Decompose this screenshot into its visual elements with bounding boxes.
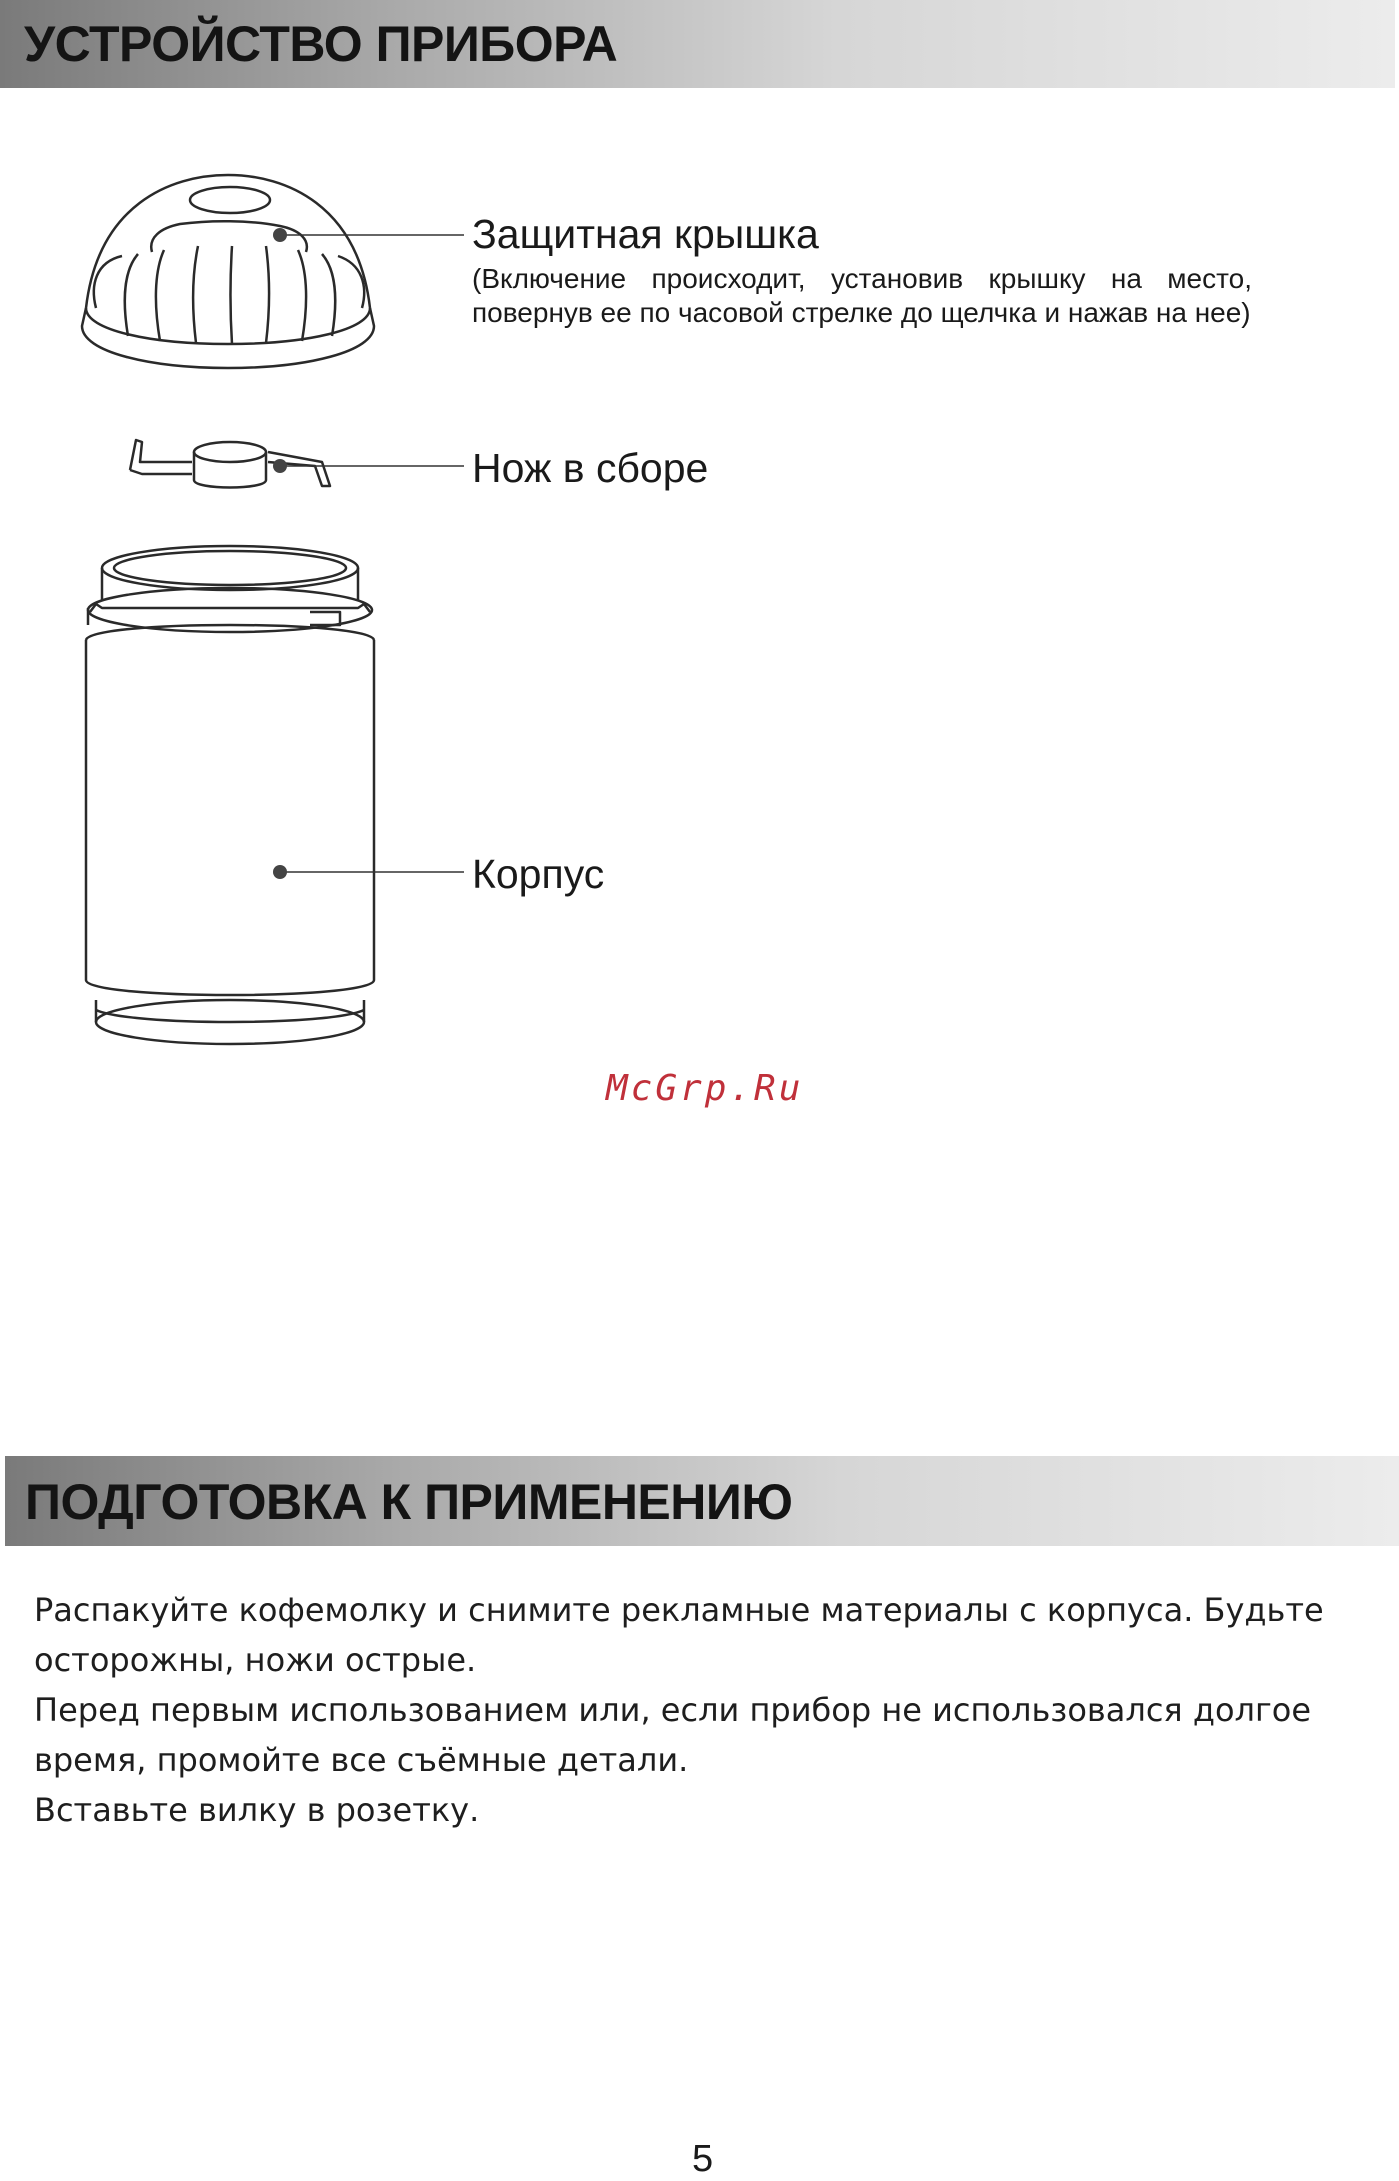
preparation-paragraph-3: Вставьте вилку в розетку. <box>34 1791 480 1829</box>
preparation-text <box>34 1585 1364 1835</box>
knife-illustration <box>130 440 330 488</box>
section-title-device: УСТРОЙСТВО ПРИБОРА <box>24 16 618 72</box>
lid-note: (Включение происходит, установив крышку на место, повернув ее по часовой стрелке до щелчка и нажав на нее) <box>472 263 1252 328</box>
lid-label: Защитная крышка <box>472 211 819 257</box>
lid-illustration <box>82 175 374 368</box>
section-header-preparation <box>5 1456 1399 1546</box>
watermark: McGrp.Ru <box>606 1068 804 1109</box>
body-label: Корпус <box>472 851 605 897</box>
section-title-preparation: ПОДГОТОВКА К ПРИМЕНЕНИЮ <box>25 1474 793 1530</box>
body-illustration <box>86 546 374 1044</box>
page-number: 5 <box>692 2138 714 2180</box>
knife-pointer-dot <box>273 459 287 473</box>
preparation-paragraph-2: Перед первым использованием или, если прибор не использовался долгое время, промойте все съёмные детали. <box>34 1691 1312 1779</box>
preparation-paragraph-1: Распакуйте кофемолку и снимите рекламные материалы с корпуса. Будьте осторожны, ножи острые. <box>34 1591 1324 1679</box>
section-header-device <box>0 0 1395 88</box>
body-pointer-dot <box>273 865 287 879</box>
knife-label: Нож в сборе <box>472 445 709 491</box>
lid-pointer-dot <box>273 228 287 242</box>
leader-lines <box>280 235 464 872</box>
